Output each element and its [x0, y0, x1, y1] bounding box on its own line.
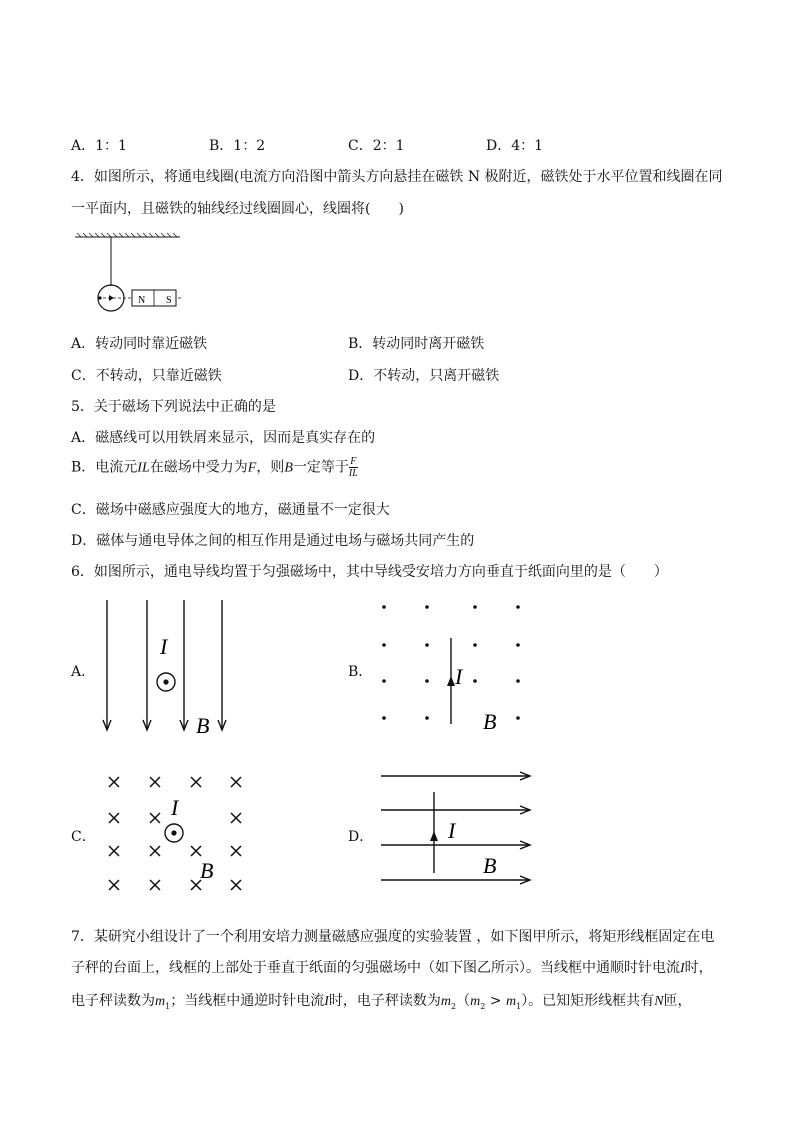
q6-figure-b — [375, 598, 535, 738]
q7-m1: m — [155, 994, 166, 1009]
q5-b-prefix: B．电流元 — [71, 459, 138, 476]
q6-figure-a — [95, 598, 235, 740]
q4-coil-magnet-figure — [70, 232, 200, 314]
current-label: I — [455, 664, 463, 689]
fraction-numerator: F — [350, 456, 357, 467]
q7-line2-text: 子秤的台面上，线框的上部处于垂直于纸面的匀强磁场中（如下图乙所示）。当线框中通顺时针电流 — [71, 960, 680, 976]
q7-line3-e: ）。已知矩形线框共有 — [521, 993, 655, 1009]
current-arrow-up — [430, 831, 438, 841]
q7-line3-d: （ — [456, 993, 471, 1009]
current-label: I — [160, 634, 168, 659]
q6-label-d: D． — [348, 829, 374, 845]
q7-m2-sub: 2 — [451, 1001, 457, 1011]
q5-b-fraction — [349, 456, 358, 479]
q5-b-il: IL — [137, 460, 150, 476]
q7-cmp-gt: > — [485, 993, 506, 1009]
q7-cmp-m2-sub: 2 — [480, 1001, 486, 1011]
q7-line2 — [71, 957, 713, 977]
current-arrow-up — [447, 676, 455, 686]
q3-option-b: B．1：2 — [209, 138, 266, 154]
ceiling-hatch — [77, 233, 177, 237]
q6-figure-d — [378, 765, 538, 890]
q6-label-a: A． — [71, 664, 96, 680]
q6-label-c: C． — [71, 829, 96, 845]
q7-line3-c: 时，电子秤读数为 — [328, 993, 441, 1009]
q4-option-a: A．转动同时靠近磁铁 — [71, 336, 208, 352]
q5-stem: 5．关于磁场下列说法中正确的是 — [71, 399, 276, 415]
q6-label-b: B． — [348, 664, 373, 680]
q5-b-mid1: 在磁场中受力为 — [149, 459, 248, 476]
current-label: I — [171, 795, 179, 820]
q6-stem: 6．如图所示，通电导线均置于匀强磁场中，其中导线受安培力方向垂直于纸面向里的是（ ） — [71, 564, 668, 580]
q4-option-c: C．不转动，只靠近磁铁 — [71, 368, 222, 384]
q5-option-d: D．磁体与通电导体之间的相互作用是通过电场与磁场共同产生的 — [71, 533, 475, 549]
q4-option-d: D．不转动，只离开磁铁 — [348, 368, 500, 384]
q7-line3-i: I — [324, 994, 329, 1009]
field-label: B — [196, 713, 210, 738]
field-label: B — [483, 709, 497, 734]
q5-option-b — [71, 456, 358, 479]
field-label: B — [200, 858, 214, 883]
magnet-s-label: S — [166, 295, 172, 306]
q7-cmp-m1: m — [505, 994, 517, 1009]
q4-option-b: B．转动同时离开磁铁 — [348, 336, 485, 352]
q3-option-c: C．2：1 — [348, 138, 405, 154]
q5-b-f: F — [247, 460, 257, 476]
q3-option-a: A．1：1 — [71, 138, 127, 154]
q7-line2-i: I — [680, 961, 685, 976]
q5-b-mid2: ，则 — [256, 459, 285, 476]
q5-b-b: B — [284, 460, 293, 476]
q7-line3-a: 电子秤读数为 — [71, 993, 155, 1009]
current-label: I — [448, 818, 456, 843]
q5-option-c: C．磁场中磁感应强度大的地方，磁通量不一定很大 — [71, 502, 390, 518]
q7-m1-sub: 1 — [165, 1001, 171, 1011]
q4-stem-line1: 4．如图所示，将通电线圈(电流方向沿图中箭头方向悬挂在磁铁 N 极附近，磁铁处于水平位置和线圈在同 — [71, 169, 723, 185]
q4-stem-line2: 一平面内，且磁铁的轴线经过线圈圆心，线圈将( ) — [71, 201, 404, 217]
fraction-denominator: IL — [348, 468, 358, 479]
q7-line3-n: N — [654, 994, 664, 1009]
q7-m2: m — [440, 994, 452, 1009]
q3-option-d: D．4：1 — [486, 138, 544, 154]
q7-line2-end: 时， — [684, 960, 713, 976]
q7-line1: 7．某研究小组设计了一个利用安培力测量磁感应强度的实验装置 ，如下图甲所示，将矩形线框固定在电 — [71, 929, 715, 945]
field-label: B — [483, 853, 497, 878]
q7-cmp-m1-sub: 1 — [516, 1001, 522, 1011]
q5-option-a: A．磁感线可以用铁屑来显示，因而是真实存在的 — [71, 430, 376, 446]
q7-line3 — [71, 990, 692, 1011]
q7-line3-f: 匝， — [663, 993, 692, 1009]
q7-line3-b: ；当线框中通逆时针电流 — [170, 993, 325, 1009]
q5-b-mid3: 一定等于 — [292, 459, 349, 476]
q7-cmp-m2: m — [470, 994, 481, 1009]
q6-figure-c — [100, 768, 250, 898]
magnet-n-label: N — [138, 295, 146, 306]
